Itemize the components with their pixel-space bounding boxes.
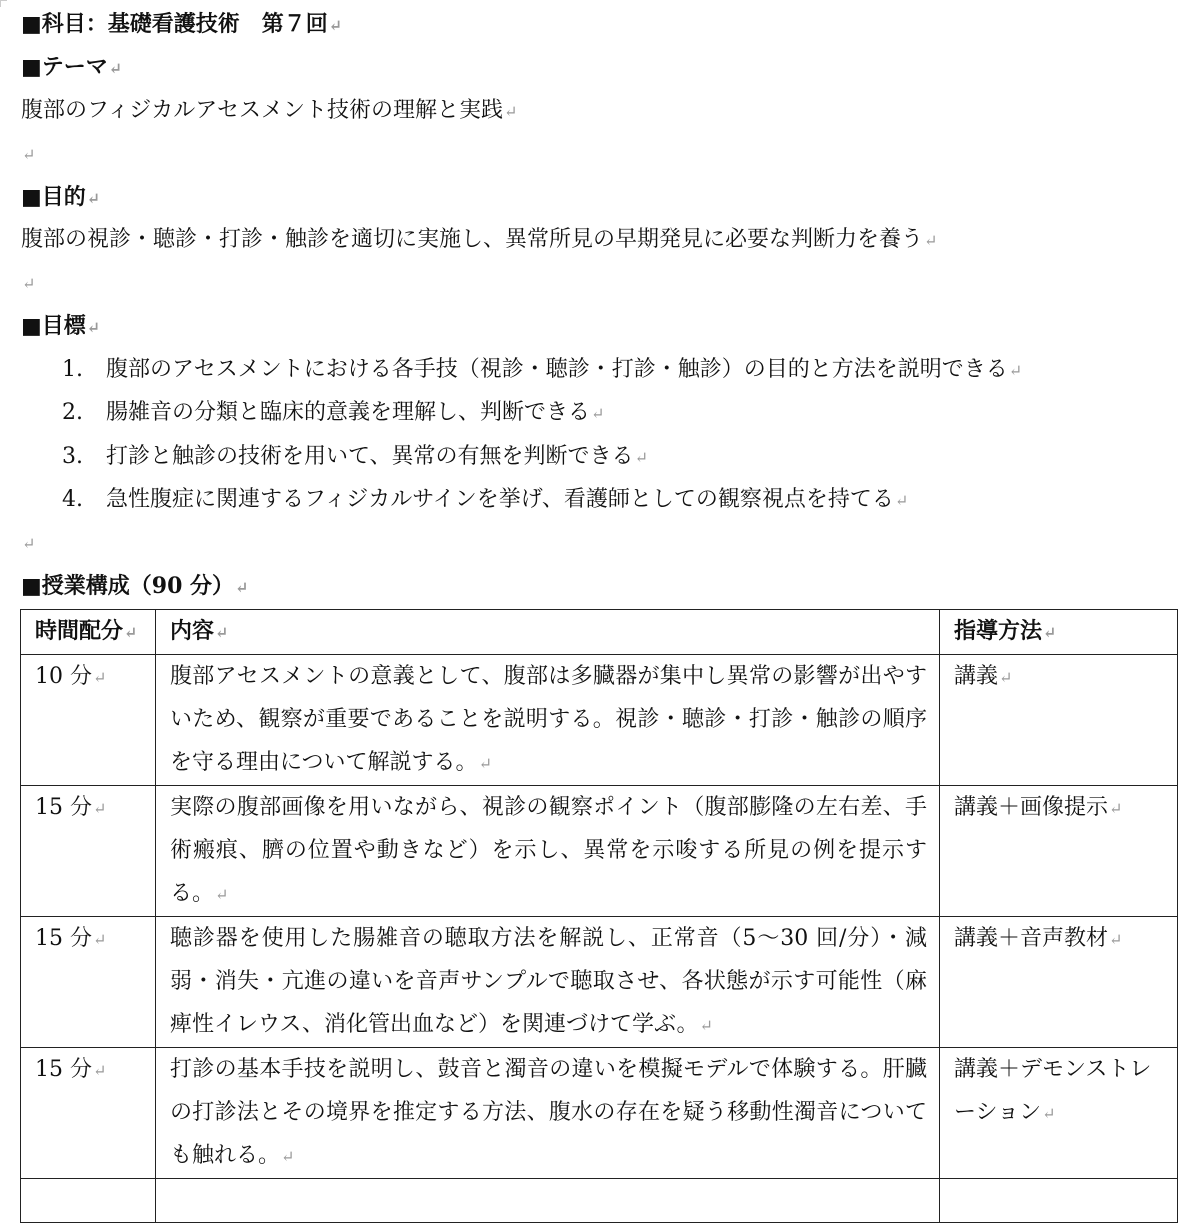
cell-time — [21, 1048, 156, 1179]
header-method-label: 指導方法 — [954, 618, 1043, 644]
paragraph-mark: ↵ — [86, 189, 101, 208]
cell-time — [21, 1179, 156, 1223]
header-time — [21, 610, 156, 655]
cell-content-text: 実際の腹部画像を用いながら、視診の観察ポイント（腹部膨隆の左右差、手術瘢痕、臍の位置や動きなど）を示し、異常を示唆する所見の例を提示する。 — [170, 795, 927, 906]
paragraph-mark: ↵ — [1109, 930, 1123, 949]
cell-content-text: 打診の基本手技を説明し、鼓音と濁音の違いを模擬モデルで体験する。肝臓の打診法とその境界を推定する方法、腹水の存在を疑う移動性濁音についても触れる。 — [170, 1057, 927, 1168]
theme-heading-text: ■テーマ — [21, 54, 108, 80]
cell-content — [156, 917, 940, 1048]
paragraph-mark: ↵ — [22, 534, 36, 553]
table-header-row — [21, 610, 1178, 655]
table-row — [21, 786, 1178, 917]
paragraph-mark: ↵ — [1043, 623, 1057, 642]
cell-method — [940, 1048, 1178, 1179]
cell-content — [156, 655, 940, 786]
empty-paragraph — [21, 528, 35, 559]
table-row — [21, 917, 1178, 1048]
purpose-heading-text: ■目的 — [21, 184, 86, 210]
table-row — [21, 655, 1178, 786]
goal-item — [62, 398, 604, 429]
header-content-label: 内容 — [170, 618, 215, 644]
goals-heading-text: ■目標 — [21, 313, 86, 339]
paragraph-mark: ↵ — [235, 578, 249, 597]
paragraph-mark: ↵ — [1109, 799, 1123, 818]
structure-heading-text: ■授業構成（90 分） — [21, 573, 235, 599]
paragraph-mark: ↵ — [999, 668, 1013, 687]
subject-heading-text: ■科目：基礎看護技術 第７回 — [21, 11, 328, 37]
paragraph-mark: ↵ — [699, 1016, 713, 1035]
table-row-partial — [21, 1179, 1178, 1223]
goals-heading — [21, 311, 100, 343]
paragraph-mark: ↵ — [924, 231, 938, 250]
cell-content — [156, 1048, 940, 1179]
header-method — [940, 610, 1178, 655]
cell-time — [21, 917, 156, 1048]
paragraph-mark: ↵ — [1042, 1104, 1056, 1123]
structure-heading — [21, 571, 248, 603]
page-corner-mark — [0, 0, 7, 7]
cell-content-text: 聴診器を使用した腸雑音の聴取方法を解説し、正常音（5～30 回/分）・減弱・消失・亢進の違いを音声サンプルで聴取させ、各状態が示す可能性（麻痺性イレウス、消化管出血など）を関連づけて学ぶ。 — [170, 926, 927, 1037]
theme-text — [21, 96, 517, 127]
cell-content — [156, 786, 940, 917]
goal-number: 4. — [62, 487, 83, 512]
paragraph-mark: ↵ — [22, 274, 36, 293]
cell-time — [21, 655, 156, 786]
header-time-label: 時間配分 — [35, 618, 124, 644]
empty-paragraph — [21, 268, 35, 299]
goal-text: 腸雑音の分類と臨床的意義を理解し、判断できる — [106, 400, 591, 425]
paragraph-mark: ↵ — [93, 1061, 107, 1080]
paragraph-mark: ↵ — [86, 318, 101, 337]
cell-method — [940, 917, 1178, 1048]
goal-item — [62, 442, 648, 473]
cell-time-text: 15 分 — [35, 1057, 92, 1082]
goal-text: 腹部のアセスメントにおける各手技（視診・聴診・打診・触診）の目的と方法を説明できる — [106, 357, 1008, 382]
cell-method-text: 講義＋画像提示 — [954, 795, 1109, 820]
goal-number: 1. — [62, 357, 83, 382]
cell-content — [156, 1179, 940, 1223]
paragraph-mark: ↵ — [93, 668, 107, 687]
cell-time-text: 15 分 — [35, 926, 92, 951]
goal-item — [62, 355, 1022, 386]
class-structure-table — [20, 609, 1178, 1223]
purpose-heading — [21, 182, 100, 214]
cell-method — [940, 1179, 1178, 1223]
paragraph-mark: ↵ — [478, 754, 492, 773]
theme-heading — [21, 52, 122, 84]
goal-text: 急性腹症に関連するフィジカルサインを挙げ、看護師としての観察視点を持てる — [106, 487, 894, 512]
paragraph-mark: ↵ — [1008, 361, 1023, 380]
paragraph-mark: ↵ — [22, 145, 36, 164]
goal-number: 3. — [62, 444, 83, 469]
cell-time-text: 15 分 — [35, 795, 92, 820]
goal-number: 2. — [62, 400, 83, 425]
paragraph-mark: ↵ — [634, 448, 648, 467]
purpose-text-content: 腹部の視診・聴診・打診・触診を適切に実施し、異常所見の早期発見に必要な判断力を養う — [21, 227, 924, 252]
paragraph-mark: ↵ — [504, 102, 518, 121]
cell-method — [940, 655, 1178, 786]
paragraph-mark: ↵ — [281, 1147, 295, 1166]
cell-method-text: 講義 — [954, 664, 999, 689]
theme-text-content: 腹部のフィジカルアセスメント技術の理解と実践 — [21, 98, 504, 123]
cell-method-text: 講義＋音声教材 — [954, 926, 1109, 951]
cell-method-text: 講義＋デモンストレーション — [954, 1057, 1152, 1125]
goal-text: 打診と触診の技術を用いて、異常の有無を判断できる — [106, 444, 634, 469]
empty-paragraph — [21, 139, 35, 170]
cell-content-text: 腹部アセスメントの意義として、腹部は多臓器が集中し異常の影響が出やすいため、観察が重要であることを説明する。視診・聴診・打診・触診の順序を守る理由について解説する。 — [170, 664, 927, 775]
cell-method — [940, 786, 1178, 917]
header-content — [156, 610, 940, 655]
paragraph-mark: ↵ — [108, 59, 123, 78]
paragraph-mark: ↵ — [93, 930, 107, 949]
subject-heading — [21, 9, 342, 41]
cell-time — [21, 786, 156, 917]
table-row — [21, 1048, 1178, 1179]
paragraph-mark: ↵ — [93, 799, 107, 818]
goal-item — [62, 485, 908, 516]
paragraph-mark: ↵ — [591, 404, 605, 423]
paragraph-mark: ↵ — [215, 885, 229, 904]
purpose-text — [21, 225, 937, 256]
paragraph-mark: ↵ — [894, 491, 909, 510]
paragraph-mark: ↵ — [124, 623, 138, 642]
paragraph-mark: ↵ — [215, 623, 229, 642]
cell-time-text: 10 分 — [35, 664, 92, 689]
paragraph-mark: ↵ — [328, 16, 343, 35]
